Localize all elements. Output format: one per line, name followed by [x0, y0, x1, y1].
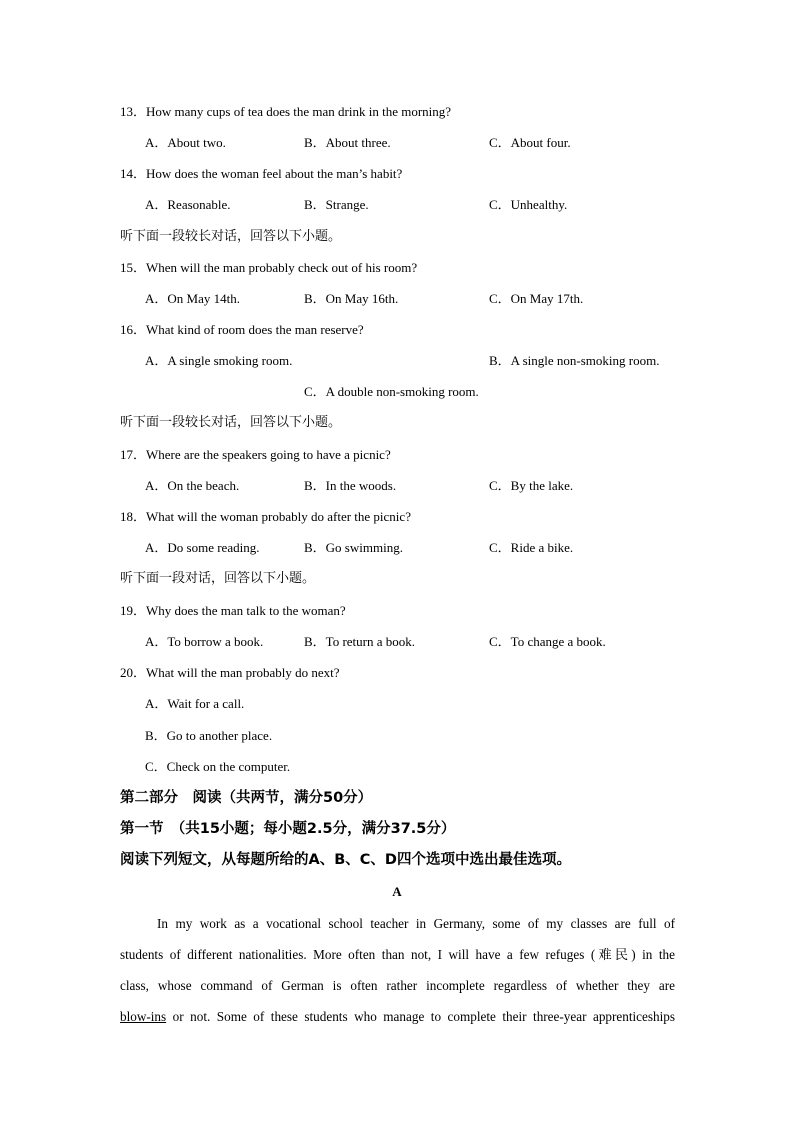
question-14-option-a: A．Reasonable. — [145, 197, 231, 212]
passage-line-last — [120, 1001, 675, 1032]
section-one-title: 第一节 （共15小题；每小题2.5分，满分37.5分） — [120, 821, 456, 837]
question-18-option-b: B．Go swimming. — [304, 540, 403, 555]
question-17-option-a: A．On the beach. — [145, 478, 240, 493]
question-18-option-a: A．Do some reading. — [145, 540, 260, 555]
question-15-stem: 15．When will the man probably check out of his room? — [120, 260, 418, 275]
question-18-option-c: C．Ride a bike. — [489, 540, 574, 555]
question-13-option-c: C．About four. — [489, 135, 571, 150]
question-14-option-b: B．Strange. — [304, 197, 369, 212]
question-15-option-c: C．On May 17th. — [489, 291, 584, 306]
question-14-stem: 14．How does the woman feel about the man’s habit? — [120, 166, 403, 181]
question-16-stem: 16．What kind of room does the man reserve? — [120, 322, 364, 337]
question-13-stem: 13．How many cups of tea does the man drink in the morning? — [120, 104, 452, 119]
reading-directions: 阅读下列短文，从每题所给的A、B、C、D四个选项中选出最佳选项。 — [120, 852, 571, 868]
question-16-option-a: A．A single smoking room. — [145, 353, 293, 368]
question-17-option-c: C．By the lake. — [489, 478, 574, 493]
question-20-option-b: B．Go to another place. — [145, 728, 273, 743]
question-19-option-c: C．To change a book. — [489, 634, 606, 649]
passage-label: A — [392, 884, 402, 899]
question-20-stem: 20．What will the man probably do next? — [120, 665, 340, 680]
question-15-option-b: B．On May 16th. — [304, 291, 399, 306]
question-17-option-b: B．In the woods. — [304, 478, 397, 493]
question-16-option-b: B．A single non-smoking room. — [489, 353, 660, 368]
passage-line: students of different nationalities. More often than not, I will have a few refuges (难民) in the — [120, 947, 675, 962]
question-13-option-b: B．About three. — [304, 135, 391, 150]
question-18-stem: 18．What will the woman probably do after the picnic? — [120, 509, 411, 524]
passage-line: class, whose command of German is often rather incomplete regardless of whether they are — [120, 978, 675, 993]
question-17-stem: 17．Where are the speakers going to have a picnic? — [120, 447, 391, 462]
question-14-option-c: C．Unhealthy. — [489, 197, 568, 212]
passage-a-text — [120, 908, 675, 1032]
passage-line: In my work as a vocational school teacher in Germany, some of my classes are full of — [157, 916, 675, 931]
part-two-title: 第二部分 阅读（共两节，满分50分） — [120, 790, 373, 806]
passage-line-rest: or not. Some of these students who manage to complete their three-year apprenticeships — [166, 1009, 675, 1024]
question-20-option-a: A．Wait for a call. — [145, 696, 245, 711]
question-15-option-a: A．On May 14th. — [145, 291, 240, 306]
question-19-option-b: B．To return a book. — [304, 634, 416, 649]
listening-instruction: 听下面一段较长对话，回答以下小题。 — [120, 229, 342, 244]
underlined-word-blow-ins: blow-ins — [120, 1009, 167, 1024]
question-13-option-a: A．About two. — [145, 135, 226, 150]
question-19-option-a: A．To borrow a book. — [145, 634, 264, 649]
listening-instruction: 听下面一段对话，回答以下小题。 — [120, 571, 316, 586]
question-19-stem: 19．Why does the man talk to the woman? — [120, 603, 346, 618]
question-16-option-c: C．A double non-smoking room. — [304, 384, 479, 399]
question-20-option-c: C．Check on the computer. — [145, 759, 291, 774]
listening-instruction: 听下面一段较长对话，回答以下小题。 — [120, 415, 342, 430]
